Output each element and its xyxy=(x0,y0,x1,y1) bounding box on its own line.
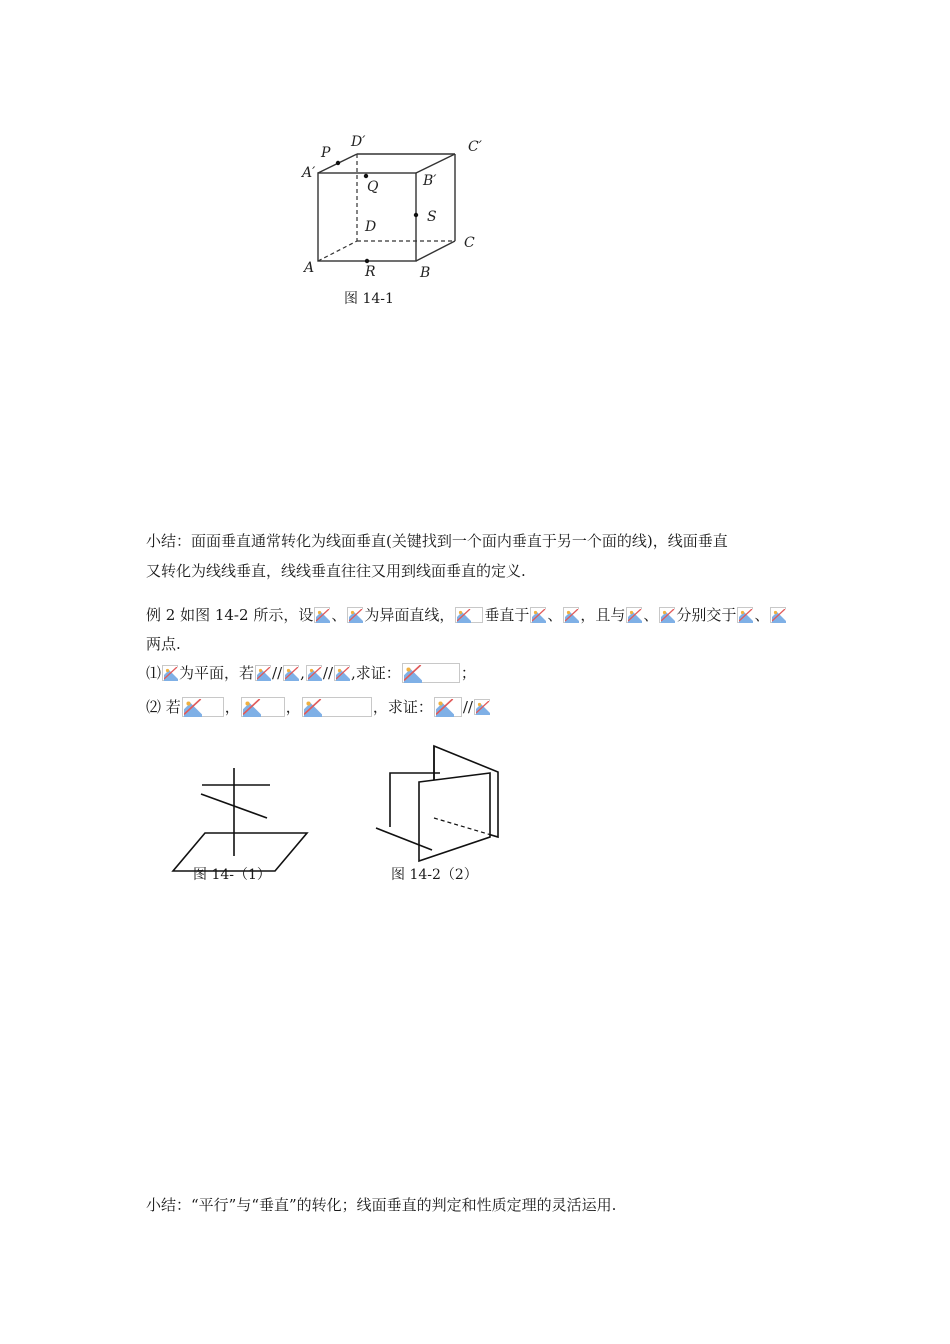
hidden-edge-a-d xyxy=(318,241,357,261)
edge-b-c xyxy=(416,241,455,261)
plane-front xyxy=(419,773,490,861)
example-2-line-2: 两点. xyxy=(146,635,181,653)
label-p: P xyxy=(321,145,331,161)
broken-image-icon xyxy=(241,697,285,717)
edge-b-prime-c-prime xyxy=(416,154,455,173)
figure-14-2-2 xyxy=(370,742,510,867)
broken-image-icon xyxy=(182,697,224,717)
label-b: B xyxy=(420,265,431,281)
example-2-part-2: ⑵ 若 ， ， ，求证： // xyxy=(146,697,491,717)
broken-image-icon xyxy=(434,697,462,717)
broken-image-icon xyxy=(474,699,490,715)
label-c: C xyxy=(464,235,475,251)
figure-14-2-1 xyxy=(165,760,315,880)
broken-image-icon xyxy=(770,607,786,623)
broken-image-icon xyxy=(659,607,675,623)
example-2-line-1: 例 2 如图 14-2 所示，设 、 为异面直线， 垂直于 、 ，且与 、 分别交于 、 xyxy=(146,605,787,625)
label-a: A xyxy=(304,260,315,276)
broken-image-icon xyxy=(737,607,753,623)
broken-image-icon xyxy=(306,665,322,681)
point-s xyxy=(414,213,418,217)
broken-image-icon xyxy=(530,607,546,623)
figure-14-1-cube xyxy=(295,128,495,288)
figure-14-1-caption: 图 14-1 xyxy=(344,291,394,307)
label-s: S xyxy=(427,209,437,225)
summary-1-line-2: 又转化为线线垂直，线线垂直往往又用到线面垂直的定义. xyxy=(146,562,526,580)
broken-image-icon xyxy=(334,665,350,681)
broken-image-icon xyxy=(347,607,363,623)
broken-image-icon xyxy=(283,665,299,681)
label-c-prime: C′ xyxy=(468,139,482,155)
point-r xyxy=(365,259,369,263)
label-d-prime: D′ xyxy=(351,134,366,150)
summary-2: 小结：“平行”与“垂直”的转化；线面垂直的判定和性质定理的灵活运用. xyxy=(146,1196,617,1214)
point-p xyxy=(336,161,340,165)
broken-image-icon xyxy=(302,697,372,717)
example-2-part-1: ⑴ 为平面，若 // , // ,求证： ； xyxy=(146,664,476,682)
broken-image-icon xyxy=(255,665,271,681)
example-2-intro: 例 2 如图 14-2 所示，设 xyxy=(146,606,314,624)
broken-image-icon xyxy=(402,663,460,683)
label-d: D xyxy=(365,219,377,235)
broken-image-icon xyxy=(314,607,330,623)
broken-image-icon xyxy=(626,607,642,623)
broken-image-icon xyxy=(162,665,178,681)
label-a-prime: A′ xyxy=(302,165,316,181)
summary-1-line-1: 小结：面面垂直通常转化为线面垂直(关键找到一个面内垂直于另一个面的线)，线面垂直 xyxy=(146,532,728,550)
broken-image-icon xyxy=(563,607,579,623)
broken-image-icon xyxy=(455,607,483,623)
label-r: R xyxy=(365,264,376,280)
label-b-prime: B′ xyxy=(423,173,437,189)
point-q xyxy=(364,174,368,178)
label-q: Q xyxy=(367,179,379,195)
figure-14-2-1-caption: 图 14-（1） xyxy=(193,867,271,883)
figure-14-2-2-caption: 图 14-2（2） xyxy=(391,867,478,883)
